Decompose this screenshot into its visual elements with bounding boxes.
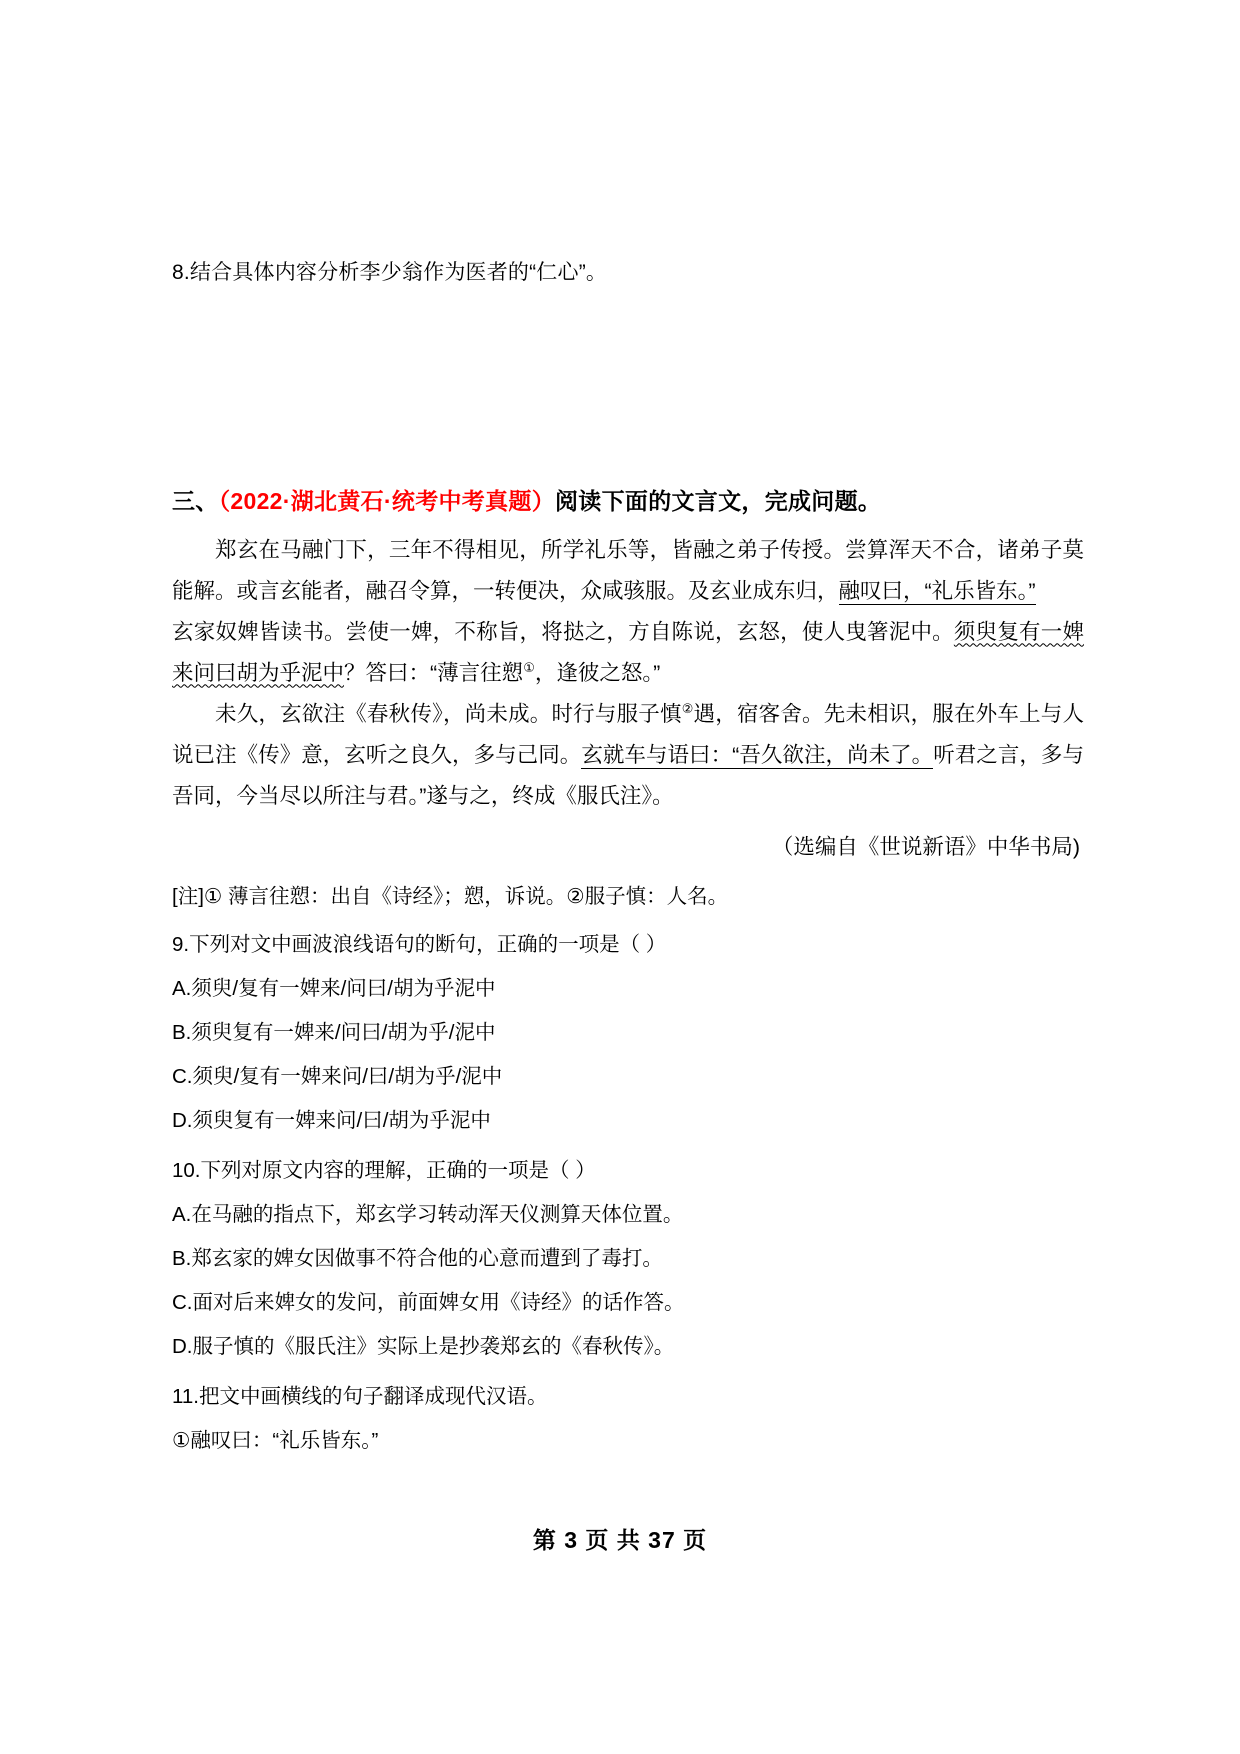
passage-p2-text-b: ？答曰：“薄言往愬 [344, 660, 524, 685]
section-source-tag: （2022·湖北黄石·统考中考真题） [218, 488, 555, 514]
passage-footnotes: [注]① 薄言往愬：出自《诗经》；愬，诉说。②服子慎：人名。 [172, 884, 729, 908]
question-10-option-d[interactable]: D.服子慎的《服氏注》实际上是抄袭郑玄的《春秋传》。 [172, 1334, 675, 1358]
footnote-marker-1: ① [523, 659, 535, 675]
passage-paragraph-1 [172, 530, 1084, 612]
question-9-option-d[interactable]: D.须臾复有一婢来问/曰/胡为乎泥中 [172, 1108, 491, 1132]
passage-attribution: （选编自《世说新语》中华书局) [771, 834, 1080, 859]
question-9-option-b[interactable]: B.须臾复有一婢来/问曰/胡为乎/泥中 [172, 1020, 496, 1044]
page-content [172, 262, 1084, 1463]
classical-passage [172, 530, 1084, 817]
section-instruction: 阅读下面的文言文，完成问题。 [555, 488, 882, 514]
question-9-block [172, 923, 1084, 1143]
passage-p3-text-c: 听君之言，多与吾同，今当尽以所注与君。”遂与之，终成《服氏注》。 [172, 742, 1084, 808]
question-11-stem: 11.把文中画横线的句子翻译成现代汉语。 [172, 1384, 548, 1408]
passage-p2-text-a: 玄家奴婢皆读书。尝使一婢，不称旨，将挞之，方自陈说，玄怒，使人曳箸泥中。 [172, 619, 954, 644]
question-10-option-a[interactable]: A.在马融的指点下，郑玄学习转动浑天仪测算天体位置。 [172, 1202, 684, 1226]
section-number: 三、 [172, 488, 219, 514]
question-10-option-c[interactable]: C.面对后来婢女的发问，前面婢女用《诗经》的话作答。 [172, 1290, 685, 1314]
answer-space-question-8 [172, 283, 1084, 488]
passage-paragraph-2 [172, 612, 1084, 694]
section-heading [172, 488, 1084, 516]
passage-p2-wavy-underlined: 须臾复有一婢来问曰胡为乎泥中 [172, 619, 1084, 685]
question-9-option-c[interactable]: C.须臾/复有一婢来问/曰/胡为乎/泥中 [172, 1064, 503, 1088]
question-11-item-1: ①融叹曰：“礼乐皆东。” [172, 1428, 379, 1452]
passage-p3-text-b: 遇，宿客舍。先未相识，服在外车上与人说已注《传》意，玄听之良久，多与己同。 [172, 701, 1084, 767]
question-11-block [172, 1375, 1084, 1463]
question-8-text: 8.结合具体内容分析李少翁作为医者的“仁心”。 [172, 261, 608, 284]
passage-paragraph-3 [172, 694, 1084, 817]
passage-p1-underlined: 融叹曰，“礼乐皆东。” [838, 578, 1036, 603]
passage-p3-underlined: 玄就车与语曰：“吾久欲注，尚未了。 [581, 742, 934, 767]
question-10-stem: 10.下列对原文内容的理解，正确的一项是（ ） [172, 1158, 596, 1182]
question-10-block [172, 1149, 1084, 1369]
passage-p1-text: 郑玄在马融门下，三年不得相见，所学礼乐等，皆融之弟子传授。尝算浑天不合，诸弟子莫能解。或言玄能者，融召令算，一转便决，众咸骇服。及玄业成东归， [172, 537, 1084, 603]
question-10-option-b[interactable]: B.郑玄家的婢女因做事不符合他的心意而遭到了毒打。 [172, 1246, 663, 1270]
passage-p3-text-a: 未久，玄欲注《春秋传》，尚未成。时行与服子慎 [215, 701, 682, 726]
passage-p2-text-c: ，逢彼之怒。” [534, 660, 661, 685]
question-9-option-a[interactable]: A.须臾/复有一婢来/问曰/胡为乎泥中 [172, 976, 496, 1000]
question-9-stem: 9.下列对文中画波浪线语句的断句，正确的一项是（ ） [172, 932, 667, 956]
page-footer: 第 3 页 共 37 页 [532, 1527, 708, 1553]
footnote-marker-2: ② [681, 700, 694, 716]
